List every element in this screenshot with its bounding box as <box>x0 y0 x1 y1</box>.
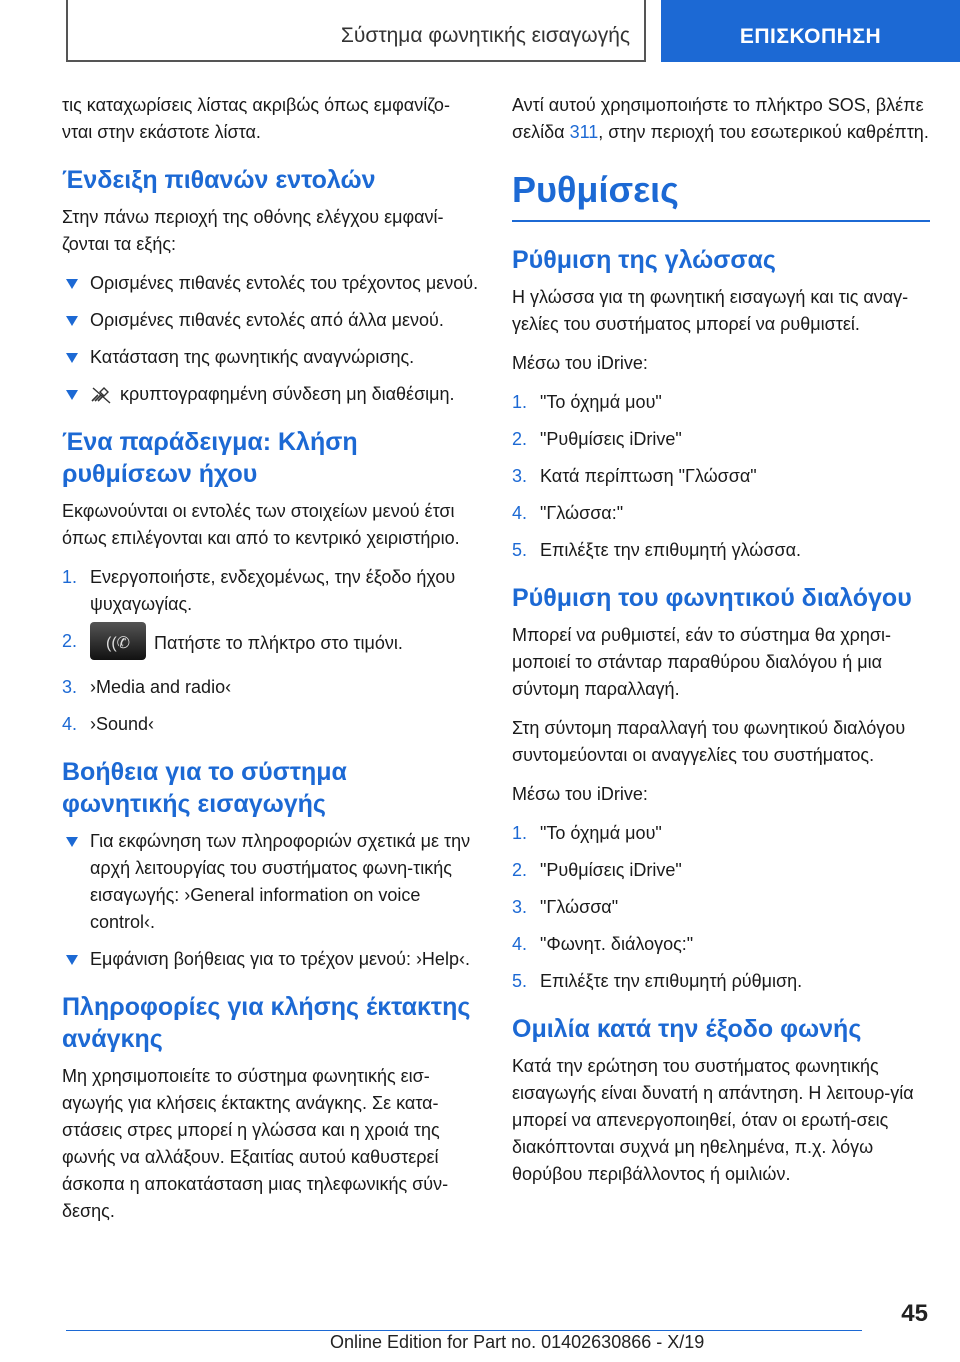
intro-text: τις καταχωρίσεις λίστας ακριβώς όπως εμφανίζο-νται στην εκάστοτε λίστα. <box>62 95 450 142</box>
list-item: Κατάσταση της φωνητικής αναγνώρισης. <box>62 344 480 371</box>
heading-emergency: Πληροφορίες για κλήσης έκτακτης ανάγκης <box>62 993 471 1053</box>
bullet-list <box>62 828 480 973</box>
list-item: κρυπτογραφημένη σύνδεση μη διαθέσιμη. <box>62 381 480 408</box>
intro-text: Αντί αυτού χρησιμοποιήστε το πλήκτρο SOS, βλέπε σελίδα 311, στην περιοχή του εσωτερικού καθρέπτη. <box>512 95 929 142</box>
heading-settings: Ρυθμίσεις <box>512 168 930 222</box>
list-item: Εμφάνιση βοήθειας για το τρέχον μενού: ›Help‹. <box>62 946 480 973</box>
page-header-section <box>66 0 646 62</box>
heading-language: Ρύθμιση της γλώσσας <box>512 246 776 274</box>
numbered-list <box>512 820 930 995</box>
triangle-down-icon <box>66 353 78 363</box>
voice-button-icon: ((✆ <box>90 622 146 660</box>
list-item: 5. Επιλέξτε την επιθυμητή ρύθμιση. <box>512 971 803 991</box>
list-item: 2. ((✆ Πατήστε το πλήκτρο στο τιμόνι. <box>62 628 480 660</box>
section-title: Σύστημα φωνητικής εισαγωγής <box>340 24 630 47</box>
list-item: 2. "Ρυθμίσεις iDrive" <box>512 429 682 449</box>
heading-barge-in: Ομιλία κατά την έξοδο φωνής <box>512 1015 862 1043</box>
triangle-down-icon <box>66 390 78 400</box>
paragraph: Μέσω του iDrive: <box>512 784 648 804</box>
numbered-list <box>512 389 930 564</box>
paragraph: Μη χρησιμοποιείτε το σύστημα φωνητικής εισ-αγωγής για κλήσεις έκτακτης ανάγκης. Σε κατα-στάσεις στρες μπορεί η γλώσσα και η χροιά της φωνής να αλλάξουν. Εξαιτίας αυτού καθυστερεί άσκοπα η αποκατάσταση μιας τηλεφωνικής σύν-δεσης. <box>62 1066 449 1221</box>
paragraph: Κατά την ερώτηση του συστήματος φωνητικής εισαγωγής είναι δυνατή η απάντηση. Η λειτουρ-γία μπορεί να απενεργοποιηθεί, όταν οι ερωτή-σεις διακόπτονται συχνά μη ηθελημένα, π.χ. λόγω θορύβου περιβάλλοντος ή ομιλιών. <box>512 1056 914 1184</box>
triangle-down-icon <box>66 955 78 965</box>
heading-example: Ένα παράδειγμα: Κλήση ρυθμίσεων ήχου <box>62 428 358 488</box>
paragraph: Μέσω του iDrive: <box>512 353 648 373</box>
list-item: 5. Επιλέξτε την επιθυμητή γλώσσα. <box>512 540 801 560</box>
list-item: 1. "Το όχημά μου" <box>512 392 662 412</box>
list-item: Ορισμένες πιθανές εντολές από άλλα μενού. <box>62 307 480 334</box>
chapter-tab <box>661 0 960 62</box>
list-item: Ορισμένες πιθανές εντολές του τρέχοντος μενού. <box>62 270 480 297</box>
paragraph: Μπορεί να ρυθμιστεί, εάν το σύστημα θα χρησι-μοποιεί το στάνταρ παραθύρου διαλόγου ή μια σύντομη παραλλαγή. <box>512 625 892 699</box>
page-link[interactable]: 311 <box>569 122 599 142</box>
list-item: 3. ›Media and radio‹ <box>62 677 232 697</box>
heading-possible-commands: Ένδειξη πιθανών εντολών <box>62 166 376 194</box>
paragraph: Εκφωνούνται οι εντολές των στοιχείων μενού έτσι όπως επιλέγονται και από το κεντρικό χειριστήριο. <box>62 501 460 548</box>
list-item: 4. ›Sound‹ <box>62 714 155 734</box>
list-item: 2. "Ρυθμίσεις iDrive" <box>512 860 682 880</box>
paragraph: Στην πάνω περιοχή της οθόνης ελέγχου εμφανί-ζονται τα εξής: <box>62 207 444 254</box>
triangle-down-icon <box>66 279 78 289</box>
footer-edition: Online Edition for Part no. 01402630866 - X/19 <box>330 1332 705 1352</box>
page-number: 45 <box>901 1300 928 1327</box>
footer-divider <box>66 1330 862 1331</box>
list-item: 3. "Γλώσσα" <box>512 897 619 917</box>
right-column <box>512 92 930 1200</box>
chapter-tab-label: ΕΠΙΣΚΟΠΗΣΗ <box>739 25 882 48</box>
heading-help: Βοήθεια για το σύστημα φωνητικής εισαγωγής <box>62 758 347 818</box>
list-item: 4. "Φωνητ. διάλογος:" <box>512 934 694 954</box>
list-item: 3. Κατά περίπτωση "Γλώσσα" <box>512 466 757 486</box>
list-item: Για εκφώνηση των πληροφοριών σχετικά με την αρχή λειτουργίας του συστήματος φωνη-τικής εισαγωγής: ›General information on voice control‹. <box>62 828 480 936</box>
list-item: 1. "Το όχημά μου" <box>512 823 662 843</box>
triangle-down-icon <box>66 837 78 847</box>
bullet-list <box>62 270 480 408</box>
numbered-list <box>62 564 480 738</box>
list-item: 4. "Γλώσσα:" <box>512 503 624 523</box>
encrypted-connection-icon <box>90 386 112 404</box>
heading-voice-dialog: Ρύθμιση του φωνητικού διαλόγου <box>512 584 912 612</box>
triangle-down-icon <box>66 316 78 326</box>
left-column <box>62 92 480 1237</box>
paragraph: Η γλώσσα για τη φωνητική εισαγωγή και τις αναγ-γελίες του συστήματος μπορεί να ρυθμιστεί. <box>512 287 909 334</box>
paragraph: Στη σύντομη παραλλαγή του φωνητικού διαλόγου συντομεύονται οι αναγγελίες του συστήματος. <box>512 718 906 765</box>
list-item: 1. Ενεργοποιήστε, ενδεχομένως, την έξοδο ήχου ψυχαγωγίας. <box>62 567 456 614</box>
